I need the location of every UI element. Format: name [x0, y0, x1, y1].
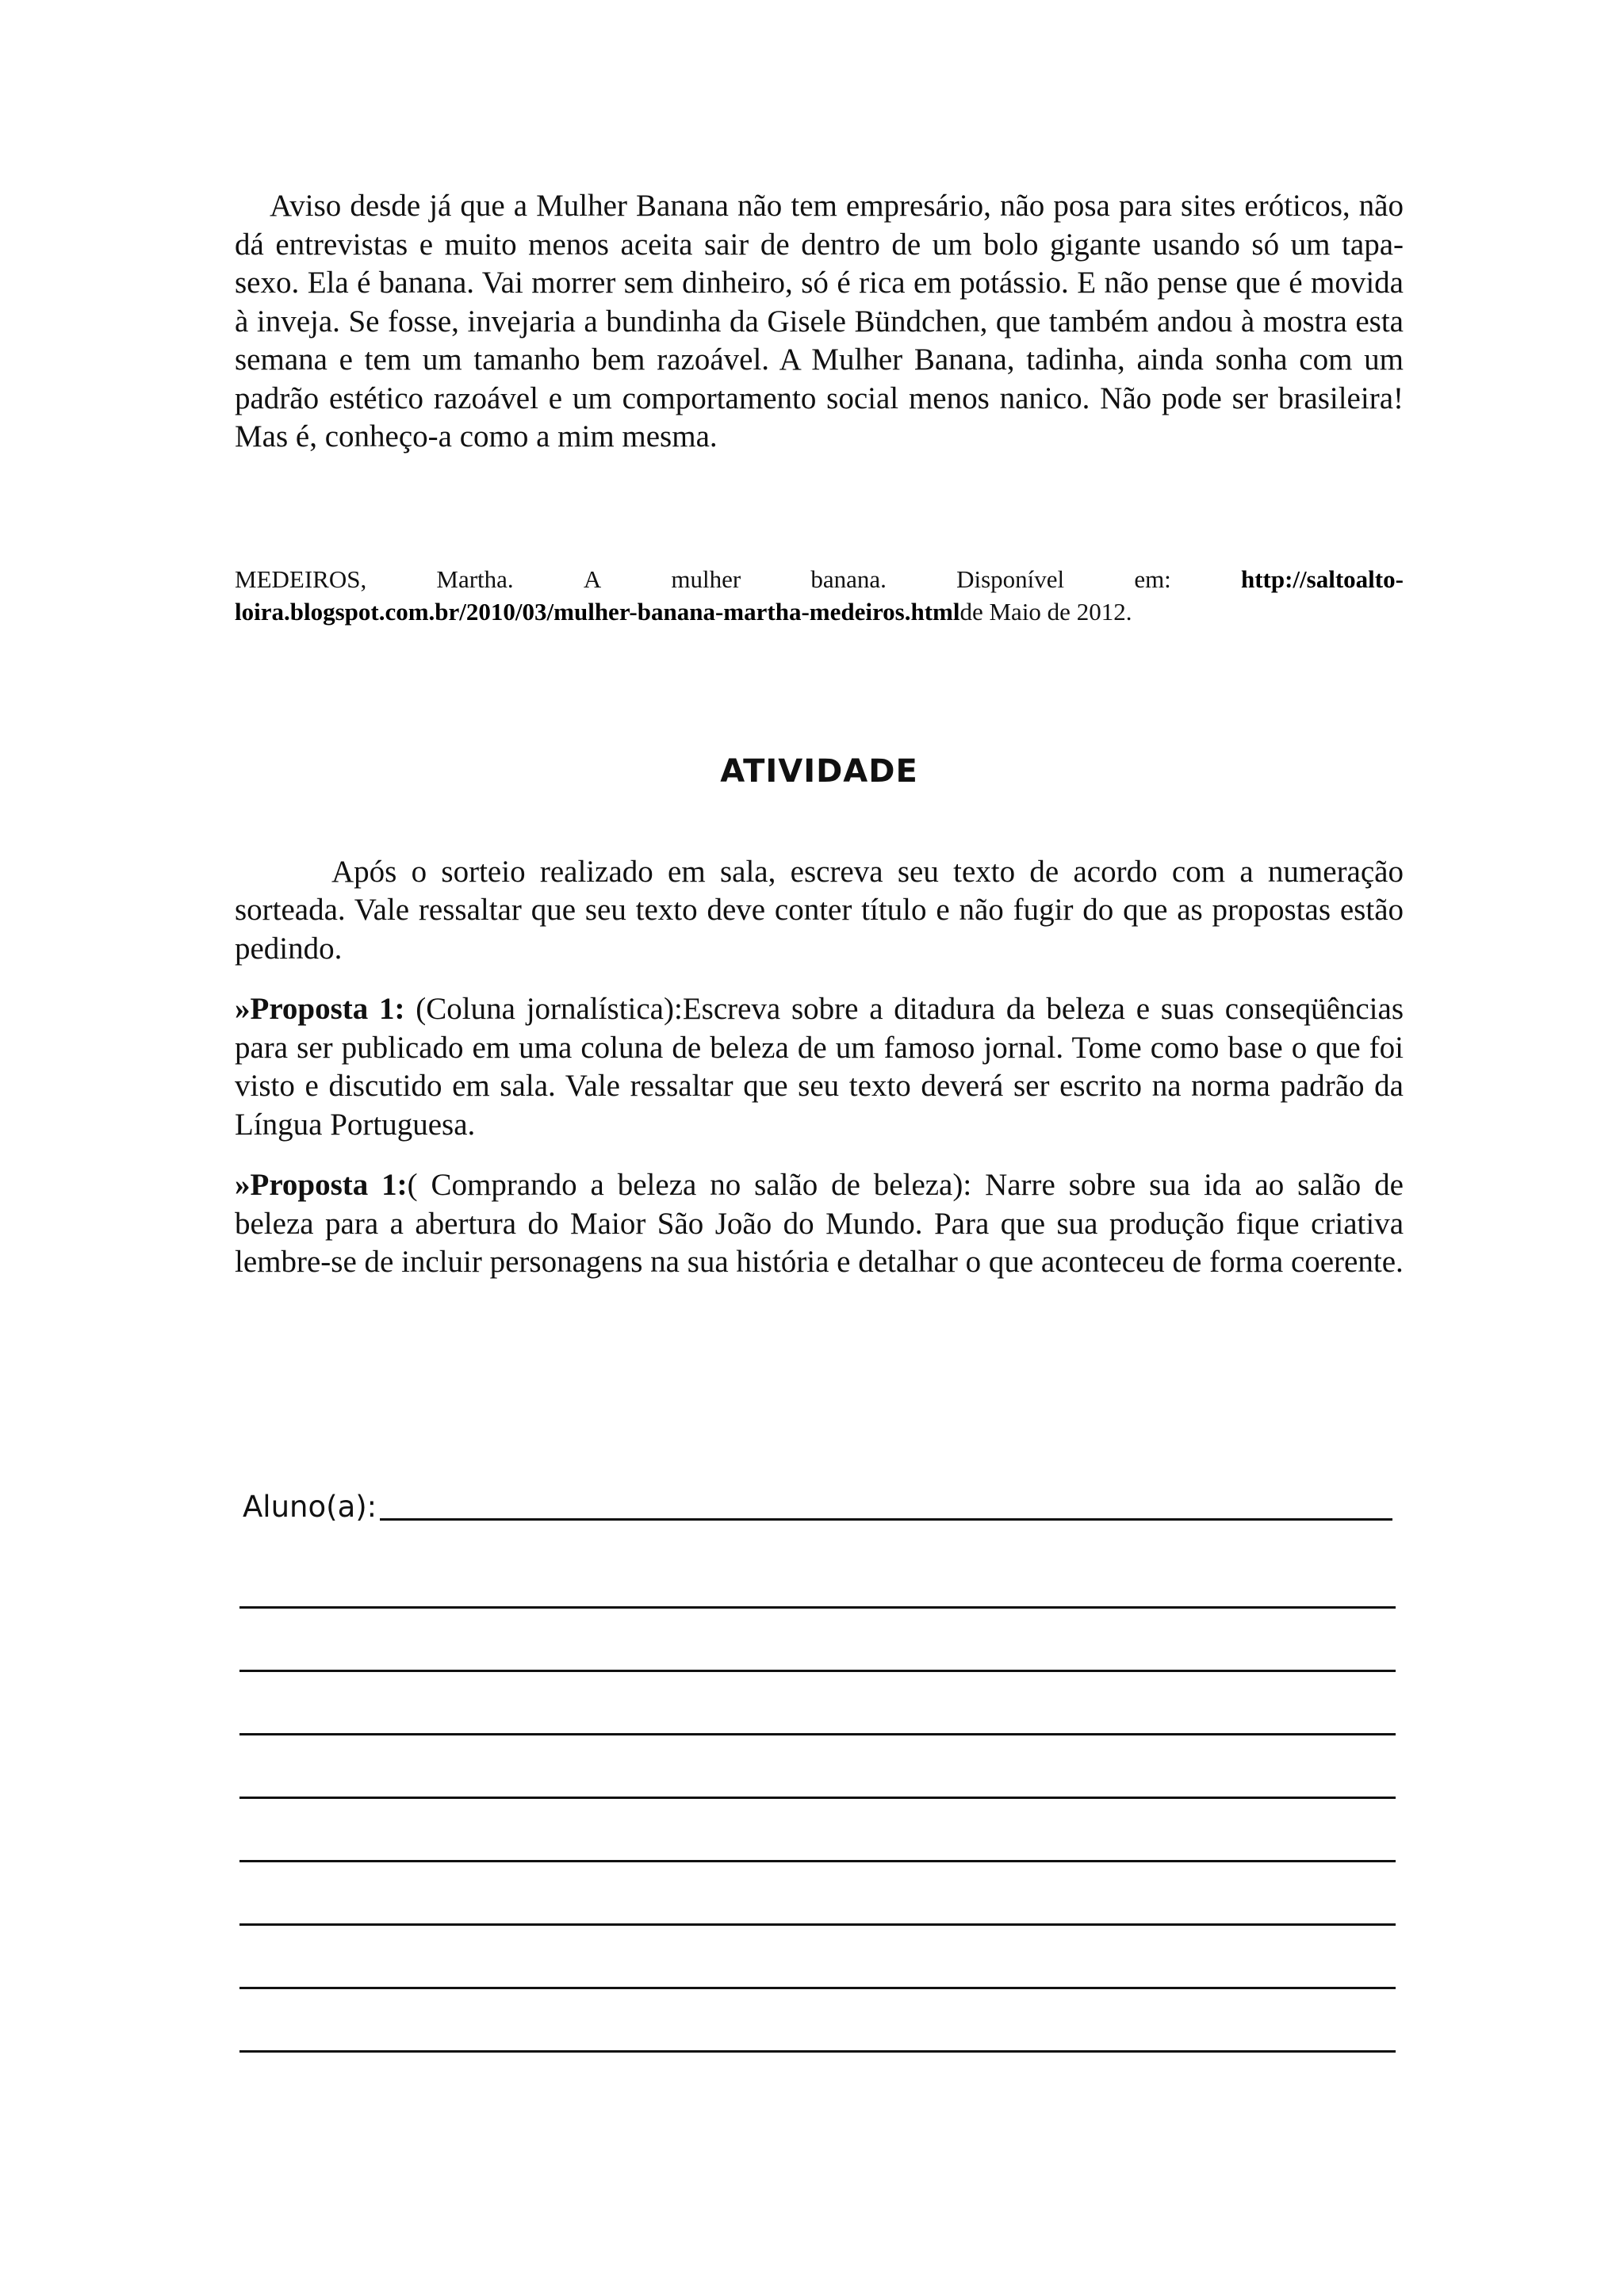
- writing-line[interactable]: [239, 2050, 1396, 2053]
- citation-second-line: [235, 595, 1404, 628]
- writing-line[interactable]: [239, 1670, 1396, 1672]
- writing-line[interactable]: [239, 1860, 1396, 1862]
- writing-line[interactable]: [239, 1797, 1396, 1799]
- writing-line[interactable]: [239, 1923, 1396, 1926]
- citation-word: A: [583, 564, 602, 593]
- writing-line[interactable]: [239, 1987, 1396, 1989]
- citation-author: MEDEIROS,: [235, 564, 367, 593]
- student-name-line[interactable]: [380, 1513, 1392, 1521]
- citation-first-name: Martha.: [436, 564, 514, 593]
- document-page: [235, 187, 1404, 1282]
- citation-url-end[interactable]: loira.blogspot.com.br/2010/03/mulher-banana-martha-medeiros.html: [235, 597, 960, 626]
- passage-paragraph: Aviso desde já que a Mulher Banana não tem empresário, não posa para sites eróticos, não dá entrevistas e muito menos aceita sair de dentro de um bolo gigante usando só um tapa-sexo. Ela é banana. Vai morrer sem dinheiro, só é rica em potássio. E não pense que é movida à inveja. Se fosse, invejaria a bundinha da Gisele Bündchen, que também andou à mostra esta semana e tem um tamanho bem razoável. A Mulher Banana, tadinha, ainda sonha com um padrão estético razoável e um comportamento social menos nanico. Não pode ser brasileira! Mas é, conheço-a como a mim mesma.: [235, 189, 1404, 453]
- citation-word: mulher: [671, 564, 741, 593]
- citation-word: banana.: [810, 564, 887, 593]
- proposal-2-label: »Proposta 1:: [235, 1168, 408, 1202]
- student-label: Aluno(a):: [243, 1490, 377, 1524]
- proposal-1-text: (Coluna jornalística):Escreva sobre a ditadura da beleza e suas conseqüências para ser publicado em uma coluna de beleza de um famoso jornal. Tome como base o que foi visto e discutido em sala. Vale ressaltar que seu texto deverá ser escrito na norma padrão da Língua Portuguesa.: [235, 992, 1404, 1142]
- citation-word: Disponível: [956, 564, 1065, 593]
- activity-heading: ATIVIDADE: [720, 752, 918, 790]
- proposal-2: [235, 1166, 1404, 1282]
- activity-instructions: Após o sorteio realizado em sala, escreva seu texto de acordo com a numeração sorteada. Vale ressaltar que seu texto deve conter título e não fugir do que as propostas estão pedindo.: [235, 854, 1404, 966]
- writing-line[interactable]: [239, 1733, 1396, 1735]
- citation-url-start[interactable]: http://saltoalto-: [1240, 564, 1404, 593]
- proposal-1-label: »Proposta 1:: [235, 992, 405, 1026]
- source-citation: [235, 563, 1404, 628]
- citation-date: de Maio de 2012.: [959, 597, 1132, 626]
- student-name-field[interactable]: [243, 1484, 1392, 1524]
- citation-word: em:: [1134, 564, 1171, 593]
- proposal-2-text: ( Comprando a beleza no salão de beleza): Narre sobre sua ida ao salão de beleza para a abertura do Maior São João do Mundo. Para que sua produção fique criativa lembre-se de incluir personagens na sua história e detalhar o que aconteceu de forma coerente.: [235, 1168, 1404, 1279]
- citation-first-line: [235, 563, 1404, 595]
- writing-line[interactable]: [239, 1606, 1396, 1609]
- proposal-1: [235, 990, 1404, 1144]
